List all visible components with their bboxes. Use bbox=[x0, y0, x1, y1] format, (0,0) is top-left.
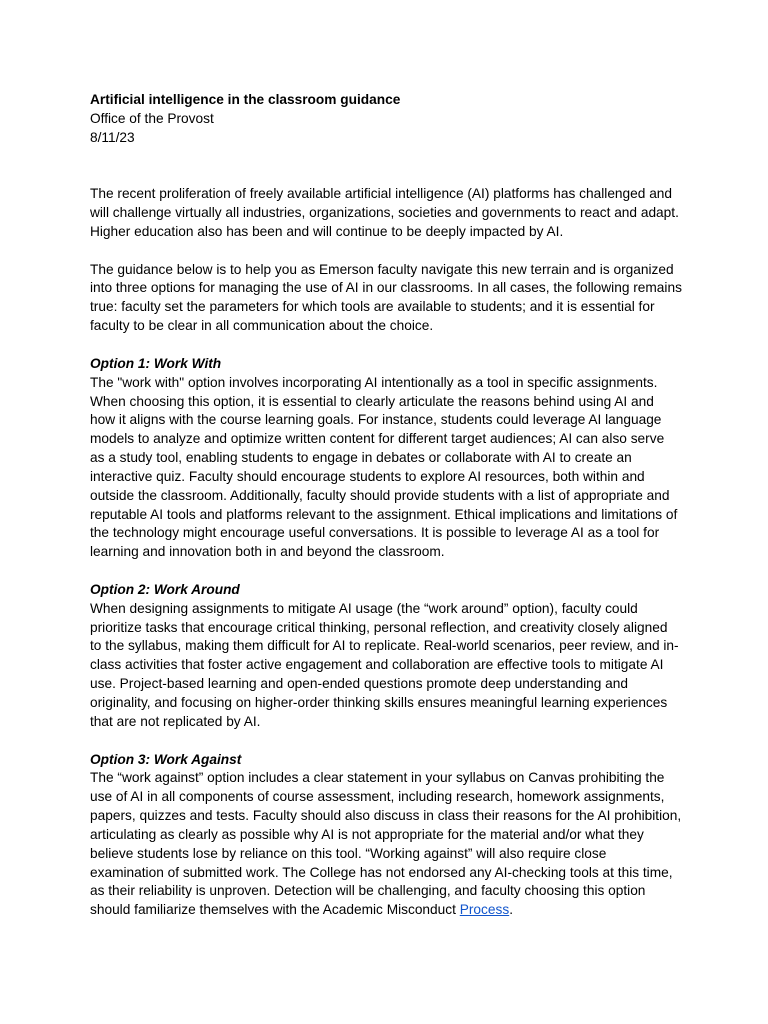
option-section-work-with bbox=[90, 355, 682, 562]
option-heading: Option 2: Work Around bbox=[90, 581, 240, 597]
intro-paragraph: The guidance below is to help you as Emerson faculty navigate this new terrain and is organized into three options for managing the use of AI in our classrooms. In all cases, the following remains true: faculty set the parameters for which tools are available to students; and it is essential for faculty to be clear in all communication about the choice. bbox=[90, 261, 682, 334]
option-section-work-against bbox=[90, 751, 682, 921]
spacer bbox=[90, 732, 682, 751]
intro-paragraph: The recent proliferation of freely available artificial intelligence (AI) platforms has challenged and will challenge virtually all industries, organizations, societies and governments to react and adapt. Higher education also has been and will continue to be deeply impacted by AI. bbox=[90, 186, 679, 239]
option-section-work-around bbox=[90, 581, 682, 732]
document-page bbox=[90, 91, 682, 920]
option-heading: Option 3: Work Against bbox=[90, 751, 242, 767]
document-title: Artificial intelligence in the classroom guidance bbox=[90, 92, 401, 107]
document-office: Office of the Provost bbox=[90, 110, 214, 126]
option-body-end: . bbox=[509, 902, 513, 918]
option-heading: Option 1: Work With bbox=[90, 355, 222, 371]
document-date: 8/11/23 bbox=[90, 129, 135, 145]
spacer bbox=[90, 562, 682, 581]
spacer bbox=[90, 148, 682, 186]
option-body-with-link bbox=[90, 769, 682, 920]
academic-misconduct-process-link[interactable]: Process bbox=[459, 902, 510, 918]
option-body: The "work with" option involves incorporating AI intentionally as a tool in specific assignments. When choosing this option, it is essential to clearly articulate the reasons behind using AI and how it aligns with the course learning goals. For instance, students could leverage AI language models to analyze and optimize written content for different target audiences; AI can also serve as a study tool, enabling students to engage in debates or collaborate with AI to create an interactive quiz. Faculty should encourage students to explore AI resources, both within and outside the classroom. Additionally, faculty should provide students with a list of appropriate and reputable AI tools and platforms relevant to the assignment. Ethical implications and limitations of the technology might encourage useful conversations. It is possible to leverage AI as a tool for learning and innovation both in and beyond the classroom. bbox=[90, 374, 678, 560]
option-body: When designing assignments to mitigate AI usage (the “work around” option), faculty could prioritize tasks that encourage critical thinking, personal reflection, and creativity closely aligned to the syllabus, making them difficult for AI to replicate. Real-world scenarios, peer review, and in-class activities that foster active engagement and collaboration are effective tools to mitigate AI use. Project-based learning and open-ended questions promote deep understanding and originality, and focusing on higher-order thinking skills ensures meaningful learning experiences that are not replicated by AI. bbox=[90, 600, 679, 729]
option-body-text: The “work against” option includes a clear statement in your syllabus on Canvas prohibiting the use of AI in all components of course assessment, including research, homework assignments, papers, quizzes and tests. Faculty should also discuss in class their reasons for the AI prohibition, articulating as clearly as possible why AI is not appropriate for the material and/or what they believe students lose by reliance on this tool. “Working against” will also require close examination of submitted work. The College has not endorsed any AI-checking tools at this time, as their reliability is unproven. Detection will be challenging, and faculty choosing this option should familiarize themselves with the Academic Misconduct bbox=[90, 770, 682, 918]
spacer bbox=[90, 336, 682, 355]
spacer bbox=[90, 242, 682, 261]
